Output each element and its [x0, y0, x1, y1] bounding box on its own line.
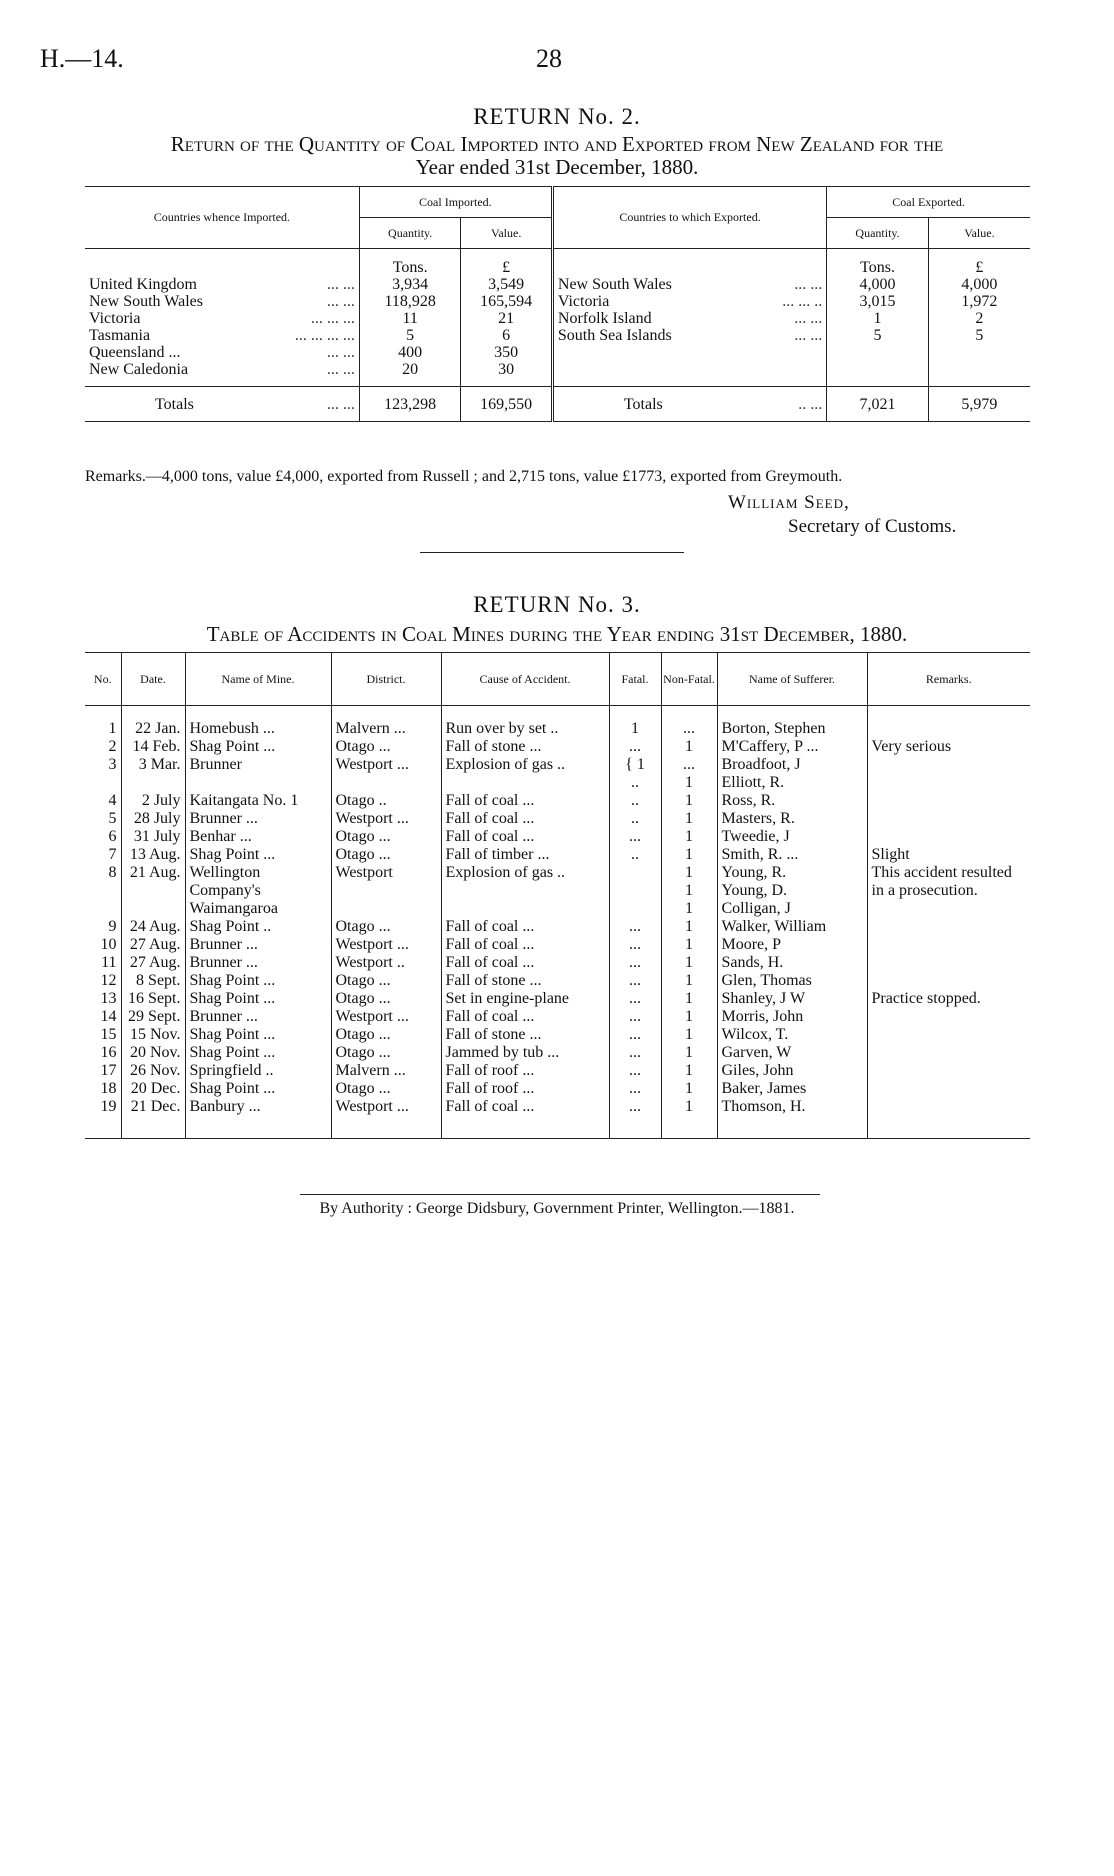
- accident-cause: Fall of coal ...: [441, 954, 609, 972]
- accident-mine: Homebush ...: [185, 706, 331, 739]
- accident-nonfatal: 1: [661, 1008, 717, 1026]
- accident-fatal: ...: [609, 1008, 661, 1026]
- accident-fatal: ...: [609, 990, 661, 1008]
- total-import-value: 169,550: [461, 387, 552, 422]
- accident-sufferer: [717, 864, 867, 918]
- accident-fatal: ...: [609, 828, 661, 846]
- coal-import-export-table: [85, 186, 1030, 422]
- accident-cause: Fall of coal ...: [441, 792, 609, 810]
- accident-cause: Fall of coal ...: [441, 918, 609, 936]
- accident-date: 20 Dec.: [121, 1080, 185, 1098]
- accident-no: 8: [85, 864, 121, 918]
- accident-mine: Shag Point ...: [185, 738, 331, 756]
- return2-remarks: Remarks.—4,000 tons, value £4,000, exported from Russell ; and 2,715 tons, value £1773, exported from Greymouth.: [85, 468, 843, 485]
- table-row: Tasmania ... ... ... ... 5 6 South Sea Islands ... ... 5 5: [85, 327, 1030, 344]
- accident-date: 21 Aug.: [121, 864, 185, 918]
- accident-date: 21 Dec.: [121, 1098, 185, 1139]
- table-row: [85, 756, 1030, 792]
- accident-district: Otago ...: [331, 1044, 441, 1062]
- return2-subtitle-line2: Year ended 31st December, 1880.: [415, 155, 699, 179]
- accident-sufferer: Thomson, H.: [717, 1098, 867, 1139]
- table-row: Victoria ... ... ... 11 21 Norfolk Island ... ... 1 2: [85, 310, 1030, 327]
- accident-district: Otago ...: [331, 1080, 441, 1098]
- accident-date: 16 Sept.: [121, 990, 185, 1008]
- accident-district: Westport ...: [331, 1008, 441, 1026]
- accident-date: 29 Sept.: [121, 1008, 185, 1026]
- accident-remarks: [867, 756, 1030, 792]
- accident-fatal-line: { 1: [625, 756, 645, 773]
- table-row: [85, 954, 1030, 972]
- accident-district: Westport ...: [331, 936, 441, 954]
- accident-district: Otago ..: [331, 792, 441, 810]
- divider: [300, 1194, 820, 1195]
- table-row: [85, 1008, 1030, 1026]
- accident-nonfatal: 1: [661, 1044, 717, 1062]
- accident-no: 12: [85, 972, 121, 990]
- import-country: United Kingdom: [89, 276, 197, 293]
- table-row: [85, 864, 1030, 918]
- accident-fatal: ...: [609, 1026, 661, 1044]
- accident-mine: Brunner: [185, 756, 331, 792]
- accident-no: 11: [85, 954, 121, 972]
- accident-fatal: ..: [609, 792, 661, 810]
- accident-date: 3 Mar.: [121, 756, 185, 792]
- accident-remarks: [867, 810, 1030, 828]
- accident-mine: Banbury ...: [185, 1098, 331, 1139]
- import-country: New Caledonia: [89, 361, 189, 378]
- accident-nonfatal: 1: [661, 1062, 717, 1080]
- accident-nonfatal-line: 1: [685, 774, 693, 791]
- accident-sufferer: Masters, R.: [717, 810, 867, 828]
- accident-fatal: ...: [609, 972, 661, 990]
- accident-sufferer-line: Young, R.: [721, 864, 787, 881]
- accident-mine-line: Company's: [189, 882, 261, 899]
- unit-tons: Tons.: [359, 249, 461, 277]
- header-remarks: Remarks.: [867, 653, 1030, 706]
- accident-mine: Shag Point ..: [185, 918, 331, 936]
- table-row: [85, 936, 1030, 954]
- accident-cause: Fall of stone ...: [441, 738, 609, 756]
- import-quantity: 11: [359, 310, 461, 327]
- accident-remarks: [867, 972, 1030, 990]
- import-value: 165,594: [461, 293, 552, 310]
- accident-district: Otago ...: [331, 828, 441, 846]
- table-row: [85, 918, 1030, 936]
- accident-remarks: [867, 1098, 1030, 1139]
- table-row: Queensland ... ... ... 400 350: [85, 344, 1030, 361]
- header-coal-exported: Coal Exported.: [827, 187, 1030, 218]
- export-value: 2: [975, 310, 984, 327]
- accident-district: Otago ...: [331, 846, 441, 864]
- document-reference: H.—14.: [40, 44, 124, 73]
- accident-remarks: Practice stopped.: [871, 990, 981, 1007]
- total-import-quantity: 123,298: [359, 387, 461, 422]
- accident-sufferer: Giles, John: [717, 1062, 867, 1080]
- accident-cause: Fall of roof ...: [441, 1080, 609, 1098]
- accident-cause: Fall of coal ...: [441, 828, 609, 846]
- accident-date: 13 Aug.: [121, 846, 185, 864]
- accident-nonfatal-line: ...: [683, 756, 695, 773]
- accident-mine: Shag Point ...: [185, 1080, 331, 1098]
- accident-sufferer-line: Colligan, J: [721, 900, 791, 917]
- header-coal-imported: Coal Imported.: [359, 187, 552, 218]
- accident-date: 27 Aug.: [121, 954, 185, 972]
- accident-remarks: [867, 1044, 1030, 1062]
- accident-cause: Fall of roof ...: [441, 1062, 609, 1080]
- table-row: New Caledonia ... ... 20 30: [85, 361, 1030, 387]
- accident-district: Westport ...: [331, 810, 441, 828]
- accident-district: Otago ...: [331, 1026, 441, 1044]
- accident-remarks: [867, 918, 1030, 936]
- accident-remarks: [867, 936, 1030, 954]
- accident-nonfatal: [661, 864, 717, 918]
- accident-mine: Brunner ...: [185, 954, 331, 972]
- accident-mine: Shag Point ...: [185, 972, 331, 990]
- accident-cause: Jammed by tub ...: [441, 1044, 609, 1062]
- accident-cause: Fall of stone ...: [441, 1026, 609, 1044]
- accident-date: 2 July: [121, 792, 185, 810]
- accident-nonfatal-line: 1: [685, 900, 693, 917]
- accident-fatal: ...: [609, 1062, 661, 1080]
- accident-cause: Fall of coal ...: [441, 936, 609, 954]
- header-cause: Cause of Accident.: [441, 653, 609, 706]
- accident-mine: Kaitangata No. 1: [185, 792, 331, 810]
- header-countries-exported: Countries to which Exported.: [552, 187, 826, 249]
- accident-nonfatal: 1: [661, 738, 717, 756]
- import-country: New South Wales: [89, 293, 203, 310]
- import-value: 3,549: [461, 276, 552, 293]
- import-value: 6: [461, 327, 552, 344]
- return3-subtitle: Table of Accidents in Coal Mines during the Year ending 31st December, 1880.: [206, 622, 908, 646]
- export-country: Victoria: [557, 293, 610, 310]
- table-row: United Kingdom ... ... 3,934 3,549 New South Wales ... ... 4,000 4,000: [85, 276, 1030, 293]
- header-no: No.: [85, 653, 121, 706]
- header-mine: Name of Mine.: [185, 653, 331, 706]
- unit-tons: Tons.: [827, 249, 929, 277]
- accident-nonfatal: 1: [661, 846, 717, 864]
- accident-sufferer: Smith, R. ...: [717, 846, 867, 864]
- accident-district: Westport: [331, 864, 441, 918]
- accident-mine: Brunner ...: [185, 810, 331, 828]
- printer-imprint: By Authority : George Didsbury, Government Printer, Wellington.—1881.: [319, 1200, 795, 1217]
- accident-remarks: [867, 828, 1030, 846]
- accident-no: 9: [85, 918, 121, 936]
- accident-no: 13: [85, 990, 121, 1008]
- import-value: 21: [461, 310, 552, 327]
- accident-district: Westport ...: [331, 756, 441, 792]
- accident-district: Malvern ...: [331, 1062, 441, 1080]
- accident-date: 22 Jan.: [121, 706, 185, 739]
- accident-remarks: This accident resulted in a prosecution.: [871, 864, 1012, 899]
- accident-fatal: ...: [609, 1098, 661, 1139]
- accident-district: Otago ...: [331, 738, 441, 756]
- table-row: New South Wales ... ... 118,928 165,594 Victoria ... ... .. 3,015 1,972: [85, 293, 1030, 310]
- header-sufferer: Name of Sufferer.: [717, 653, 867, 706]
- accident-cause: Explosion of gas ..: [441, 756, 609, 792]
- accident-sufferer: Walker, William: [717, 918, 867, 936]
- export-country: South Sea Islands: [557, 327, 672, 344]
- accident-fatal-line: ..: [631, 774, 639, 791]
- accident-nonfatal: 1: [661, 1098, 717, 1139]
- accident-district: Otago ...: [331, 918, 441, 936]
- header-nonfatal: Non-Fatal.: [661, 653, 717, 706]
- accident-fatal: ...: [609, 738, 661, 756]
- import-quantity: 5: [359, 327, 461, 344]
- accident-nonfatal-line: 1: [685, 882, 693, 899]
- accident-fatal: ..: [609, 810, 661, 828]
- accident-district: Westport ...: [331, 1098, 441, 1139]
- accident-cause: Fall of coal ...: [441, 810, 609, 828]
- return3-title: RETURN No. 3.: [473, 592, 641, 617]
- export-quantity: 1: [827, 310, 929, 327]
- accident-date: 14 Feb.: [121, 738, 185, 756]
- accident-no: 2: [85, 738, 121, 756]
- accident-sufferer: Baker, James: [717, 1080, 867, 1098]
- accident-sufferer: Morris, John: [717, 1008, 867, 1026]
- accident-mine: [185, 864, 331, 918]
- accident-nonfatal: 1: [661, 954, 717, 972]
- total-export-value: 5,979: [928, 387, 1030, 422]
- return2-subtitle-line1: Return of the Quantity of Coal Imported into and Exported from New Zealand for the: [170, 132, 944, 156]
- accident-remarks: [867, 1008, 1030, 1026]
- accident-date: 27 Aug.: [121, 936, 185, 954]
- table-row: [85, 792, 1030, 810]
- accident-remarks: [867, 706, 1030, 739]
- accident-remarks: [867, 792, 1030, 810]
- accident-nonfatal: 1: [661, 918, 717, 936]
- table-row: [85, 1098, 1030, 1139]
- accident-nonfatal: 1: [661, 828, 717, 846]
- accident-sufferer: Sands, H.: [717, 954, 867, 972]
- accident-fatal: ...: [609, 954, 661, 972]
- export-quantity: 4,000: [827, 276, 929, 293]
- import-country: Victoria: [89, 310, 141, 327]
- accident-nonfatal-line: 1: [685, 864, 693, 881]
- accident-sufferer: Borton, Stephen: [717, 706, 867, 739]
- accident-nonfatal: 1: [661, 810, 717, 828]
- import-quantity: 20: [359, 361, 461, 387]
- accident-mine: Shag Point ...: [185, 846, 331, 864]
- accident-sufferer: [717, 756, 867, 792]
- accident-fatal: ...: [609, 1044, 661, 1062]
- import-value: 350: [461, 344, 552, 361]
- accident-no: 17: [85, 1062, 121, 1080]
- accident-remarks: [867, 1026, 1030, 1044]
- import-quantity: 118,928: [359, 293, 461, 310]
- accident-no: 16: [85, 1044, 121, 1062]
- signature-title: Secretary of Customs.: [788, 516, 957, 537]
- accident-date: 8 Sept.: [121, 972, 185, 990]
- accident-mine: Shag Point ...: [185, 1044, 331, 1062]
- accident-sufferer: Ross, R.: [717, 792, 867, 810]
- accident-nonfatal: 1: [661, 792, 717, 810]
- accident-cause: Run over by set ..: [441, 706, 609, 739]
- import-country: Tasmania: [89, 327, 151, 344]
- accident-mine: Brunner ...: [185, 1008, 331, 1026]
- accident-cause: Fall of coal ...: [441, 1098, 609, 1139]
- import-country: Queensland ...: [89, 344, 181, 361]
- accident-district: Otago ...: [331, 972, 441, 990]
- accident-remarks: [867, 1080, 1030, 1098]
- accident-remarks: Slight: [871, 846, 910, 863]
- accident-fatal: ...: [609, 918, 661, 936]
- accident-nonfatal: 1: [661, 972, 717, 990]
- accident-mine: Shag Point ...: [185, 1026, 331, 1044]
- accident-sufferer: M'Caffery, P ...: [717, 738, 867, 756]
- accident-remarks: [867, 1062, 1030, 1080]
- table-row: [85, 990, 1030, 1008]
- accident-district: Malvern ...: [331, 706, 441, 739]
- table-row: [85, 828, 1030, 846]
- accident-sufferer: Tweedie, J: [717, 828, 867, 846]
- coal-mine-accidents-table: [85, 652, 1030, 1139]
- accident-cause: Explosion of gas ..: [441, 864, 609, 918]
- accident-sufferer: Garven, W: [717, 1044, 867, 1062]
- accident-no: 1: [85, 706, 121, 739]
- total-export-quantity: 7,021: [827, 387, 929, 422]
- return2-title: RETURN No. 2.: [473, 104, 641, 129]
- export-country: New South Wales: [557, 276, 672, 293]
- accident-no: 10: [85, 936, 121, 954]
- accident-no: 5: [85, 810, 121, 828]
- accident-sufferer-line: Broadfoot, J: [721, 756, 801, 773]
- accident-sufferer: Moore, P: [717, 936, 867, 954]
- accident-sufferer: Shanley, J W: [717, 990, 867, 1008]
- accident-mine: Benhar ...: [185, 828, 331, 846]
- export-value: 4,000: [961, 276, 998, 293]
- accident-nonfatal: ...: [661, 706, 717, 739]
- accident-cause: Fall of stone ...: [441, 972, 609, 990]
- header-district: District.: [331, 653, 441, 706]
- totals-row: Totals ... ... 123,298 169,550 Totals .. ... 7,021 5,979: [85, 387, 1030, 422]
- accident-no: 7: [85, 846, 121, 864]
- accident-sufferer-line: Elliott, R.: [721, 774, 785, 791]
- export-quantity: 5: [827, 327, 929, 344]
- import-quantity: 3,934: [359, 276, 461, 293]
- totals-label: Totals: [155, 395, 194, 413]
- accident-sufferer-line: Young, D.: [721, 882, 788, 899]
- accident-nonfatal: 1: [661, 1080, 717, 1098]
- totals-label: Totals: [623, 395, 663, 413]
- page-number: 28: [536, 44, 562, 73]
- accident-fatal: ...: [609, 936, 661, 954]
- accident-mine: Springfield ..: [185, 1062, 331, 1080]
- accident-date: 26 Nov.: [121, 1062, 185, 1080]
- accident-nonfatal: 1: [661, 936, 717, 954]
- accident-date: 28 July: [121, 810, 185, 828]
- accident-date: 15 Nov.: [121, 1026, 185, 1044]
- export-value: 5: [975, 327, 984, 344]
- accident-no: 18: [85, 1080, 121, 1098]
- accident-nonfatal: 1: [661, 990, 717, 1008]
- accident-cause: Set in engine-plane: [441, 990, 609, 1008]
- accident-no: 14: [85, 1008, 121, 1026]
- table-row: [85, 972, 1030, 990]
- header-import-quantity: Quantity.: [359, 218, 461, 249]
- accident-no: 4: [85, 792, 121, 810]
- accident-fatal: ...: [609, 1080, 661, 1098]
- accident-no: 3: [85, 756, 121, 792]
- accident-sufferer: Glen, Thomas: [717, 972, 867, 990]
- export-quantity: 3,015: [827, 293, 929, 310]
- accident-date: 24 Aug.: [121, 918, 185, 936]
- accident-nonfatal: [661, 756, 717, 792]
- export-country: Norfolk Island: [557, 310, 652, 327]
- header-countries-imported: Countries whence Imported.: [85, 187, 359, 249]
- accident-date: 31 July: [121, 828, 185, 846]
- unit-pound: £: [461, 249, 552, 277]
- accident-fatal: 1: [609, 706, 661, 739]
- accident-nonfatal: 1: [661, 1026, 717, 1044]
- header-date: Date.: [121, 653, 185, 706]
- table-row: [85, 1062, 1030, 1080]
- table-row: [85, 810, 1030, 828]
- accident-district: Otago ...: [331, 990, 441, 1008]
- table-row: [85, 1026, 1030, 1044]
- accident-date: 20 Nov.: [121, 1044, 185, 1062]
- unit-pound: £: [975, 259, 984, 276]
- accident-remarks: [867, 954, 1030, 972]
- accident-remarks: Very serious: [871, 738, 952, 755]
- table-row: [85, 1044, 1030, 1062]
- accident-no: 15: [85, 1026, 121, 1044]
- accident-cause: Fall of coal ...: [441, 1008, 609, 1026]
- accident-fatal: [609, 756, 661, 792]
- export-value: 1,972: [961, 293, 998, 310]
- accident-sufferer: Wilcox, T.: [717, 1026, 867, 1044]
- accident-fatal: [609, 864, 661, 918]
- divider: [420, 552, 684, 553]
- header-export-quantity: Quantity.: [827, 218, 929, 249]
- accident-mine: Shag Point ...: [185, 990, 331, 1008]
- accident-mine-line: Wellington: [189, 864, 261, 881]
- header-fatal: Fatal.: [609, 653, 661, 706]
- table-row: [85, 846, 1030, 864]
- accident-cause: Fall of timber ...: [441, 846, 609, 864]
- accident-no: 19: [85, 1098, 121, 1139]
- table-row: [85, 738, 1030, 756]
- accident-fatal: ..: [609, 846, 661, 864]
- header-export-value: Value.: [928, 218, 1030, 249]
- table-row: [85, 1080, 1030, 1098]
- accident-no: 6: [85, 828, 121, 846]
- table-row: [85, 706, 1030, 739]
- accident-mine-line: Waimangaroa: [189, 900, 278, 917]
- accident-district: Westport ..: [331, 954, 441, 972]
- signature-name: William Seed,: [728, 492, 850, 513]
- header-import-value: Value.: [461, 218, 552, 249]
- import-value: 30: [461, 361, 552, 387]
- accident-mine: Brunner ...: [185, 936, 331, 954]
- import-quantity: 400: [359, 344, 461, 361]
